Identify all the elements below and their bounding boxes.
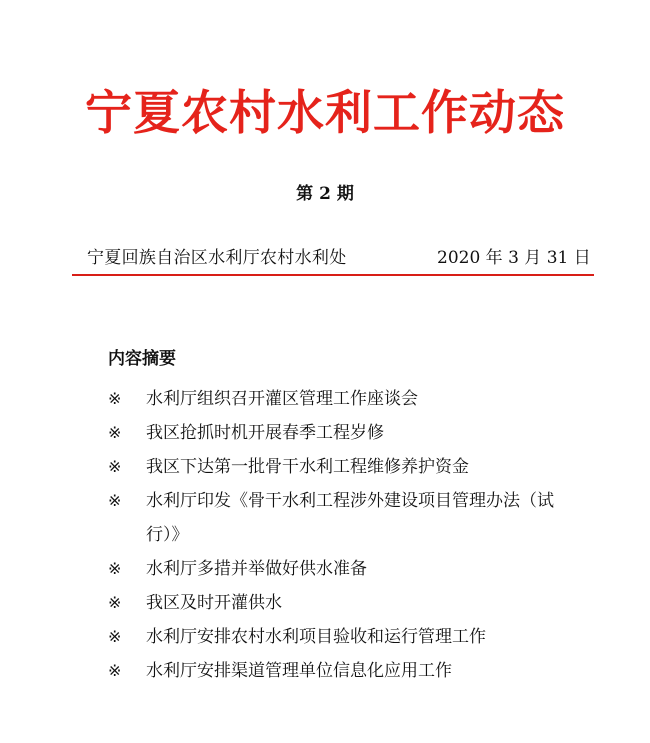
toc-item (108, 382, 578, 416)
reference-mark-icon: ※ (108, 457, 122, 476)
toc-item-text: 我区及时开灌供水 (146, 593, 282, 613)
toc-item (108, 654, 578, 688)
toc-item-text: 水利厅安排渠道管理单位信息化应用工作 (146, 661, 452, 681)
reference-mark-icon: ※ (108, 593, 122, 612)
toc-list (108, 382, 578, 688)
toc-item (108, 552, 578, 586)
reference-mark-icon: ※ (108, 389, 122, 408)
reference-mark-icon: ※ (108, 423, 122, 442)
toc-item (108, 416, 578, 450)
header-divider (72, 274, 594, 276)
toc-item-text: 我区下达第一批骨干水利工程维修养护资金 (146, 457, 469, 477)
issue-number: 第 2 期 (296, 184, 354, 204)
reference-mark-icon: ※ (108, 661, 122, 680)
issuer-name: 宁夏回族自治区水利厅农村水利处 (87, 248, 347, 268)
toc-item (108, 586, 578, 620)
toc-item-text: 水利厅印发《骨干水利工程涉外建设项目管理办法（试行）》 (146, 491, 554, 545)
toc-item-text: 水利厅多措并举做好供水准备 (146, 559, 367, 579)
reference-mark-icon: ※ (108, 627, 122, 646)
issue-date: 2020 年 3 月 31 日 (437, 248, 591, 268)
toc-item (108, 450, 578, 484)
reference-mark-icon: ※ (108, 559, 122, 578)
toc-item (108, 620, 578, 654)
toc-heading: 内容摘要 (108, 349, 176, 369)
toc-item (108, 484, 578, 552)
toc-item-text: 水利厅组织召开灌区管理工作座谈会 (146, 389, 418, 409)
masthead-title: 宁夏农村水利工作动态 (85, 86, 565, 141)
toc-item-text: 水利厅安排农村水利项目验收和运行管理工作 (146, 627, 486, 647)
toc-item-text: 我区抢抓时机开展春季工程岁修 (146, 423, 384, 443)
reference-mark-icon: ※ (108, 491, 122, 510)
